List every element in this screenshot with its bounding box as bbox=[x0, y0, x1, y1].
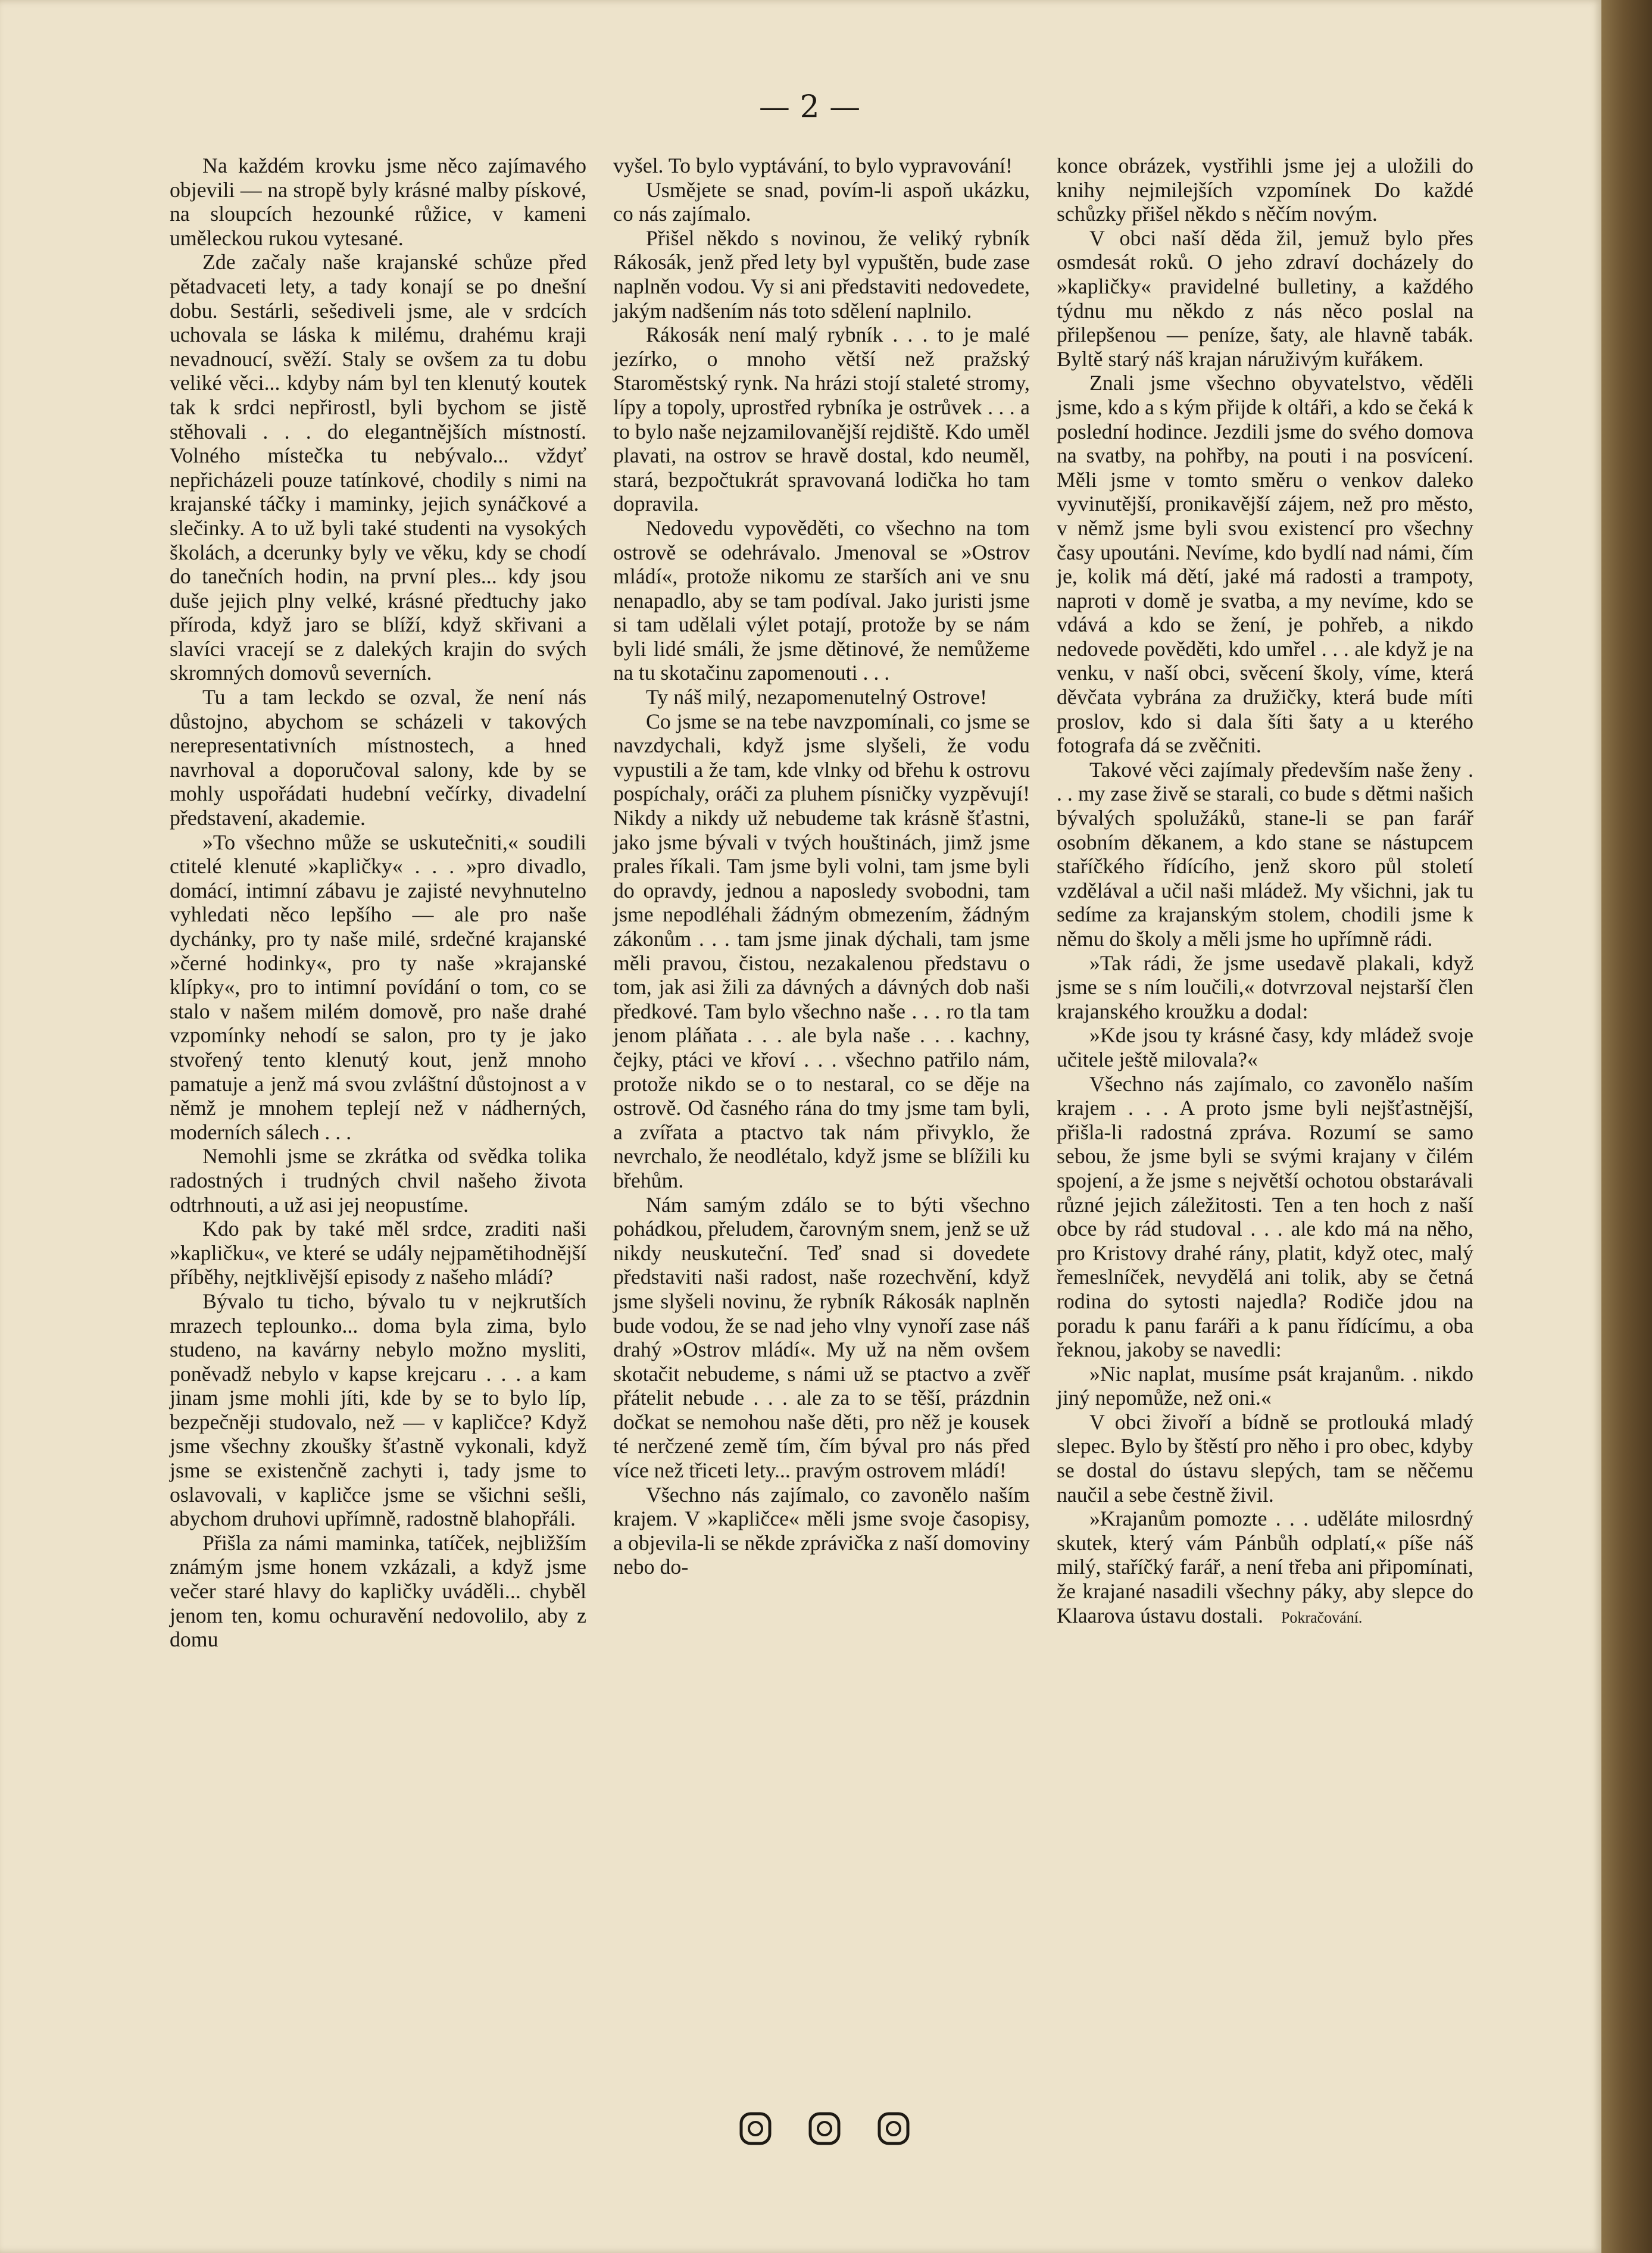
paragraph-text: »Krajanům pomozte . . . uděláte milosrdný skutek, který vám Pánbůh odplatí,« píše náš milý, staříčký farář, a není třeba ani připomínati, že krajané nasadili všechny páky, aby slepce do Klaarova ústavu dostali. bbox=[1057, 1507, 1473, 1627]
paragraph: Nám samým zdálo se to býti všechno pohádkou, přeludem, čarovným snem, jenž se už nikdy neuskuteční. Teď snad si dovedete představiti naši radost, naše rozechvění, když jsme slyšeli novinu, že rybník Rákosák naplněn bude vodou, že se nad jeho vlny vynoří zase náš drahý »Ostrov mládí«. My už na něm ovšem skotačit nebudeme, s námi už se ptactvo a zvěř přátelit nebude . . . ale za to se těší, prázdnin dočkat se nemohou naše děti, pro něž je kousek té nerčzené země tím, čím býval pro nás před více než třiceti lety... pravým ostrovem mládí! bbox=[613, 1192, 1030, 1483]
paragraph: Nemohli jsme se zkrátka od svědka tolika radostných i trudných chvil našeho života odtrhnouti, a už asi jej neopustíme. bbox=[170, 1144, 586, 1217]
paragraph: Tu a tam leckdo se ozval, že není nás důstojno, abychom se scházeli v takových nerepresentativních místnostech, a hned navrhoval a doporučoval salony, kde by se mohly uspořádati hudební večírky, divadelní představení, akademie. bbox=[170, 685, 586, 830]
paragraph: vyšel. To bylo vyptávání, to bylo vypravování! bbox=[613, 154, 1013, 177]
paragraph: Všechno nás zajímalo, co zavonělo naším krajem . . . A proto jsme byli nejšťastnější, přišla-li radostná zpráva. Rozumí se samo sebou, že jsme byli se svými krajany v čilém spojení, a že jsme s největší ochotou obstarávali různé jejich záležitosti. Ten a ten hoch z naší obce by rád studoval . . . ale kdo má na něho, pro Kristovy drahé rány, platit, když otec, malý řemeslníček, nevydělá ani tolik, aby se četná rodina do sytosti najedla? Rodiče jdou na poradu k panu faráři a k panu řídícímu, a oba řeknou, jakoby se navedli: bbox=[1057, 1071, 1473, 1362]
paragraph: Přišla za námi maminka, tatíček, nejbližším známým jsme honem vzkázali, a když jsme večer staré hlavy do kapličky uváděli... chyběl jenom ten, komu ochuravění nedovolilo, aby z domu bbox=[170, 1530, 586, 1652]
column-2 bbox=[613, 154, 1030, 1579]
paragraph: Znali jsme všechno obyvatelstvo, věděli jsme, kdo a s kým přijde k oltáři, a kdo se čeká k poslední hodince. Jezdili jsme do svého domova na svatby, na pohřby, na pouti i na posvícení. Měli jsme v tomto směru o venkov daleko vyvinutější, pronikavější zájem, než pro město, v němž jsme byli svou existencí pro všechny časy upoutáni. Nevíme, kdo bydlí nad námi, čím je, kolik má dětí, jaké má radosti a trampoty, naproti v domě je svatba, a my nevíme, kdo se vdává a kdo se žení, je pohřeb, a nikdo nedovede pověděti, kdo umřel . . . ale když je na venku, v naší obci, svěcení školy, víme, která děvčata vybrána za družičky, která bude míti proslov, kdo si dala šíti šaty a u kterého fotografa dá se zvěčniti. bbox=[1057, 371, 1473, 758]
ornament-mark-icon bbox=[738, 2110, 773, 2147]
paragraph: Kdo pak by také měl srdce, zraditi naši »kapličku«, ve které se udály nejpamětihodnější příběhy, nejtklivější episody z našeho mládí? bbox=[170, 1217, 586, 1289]
paragraph: Ty náš milý, nezapomenutelný Ostrove! bbox=[646, 685, 988, 710]
column-1 bbox=[170, 154, 586, 1652]
paragraph: V obci naší děda žil, jemuž bylo přes osmdesát roků. O jeho zdraví docházely do »kapličky« pravidelné bulletiny, a každého týdnu mu někdo z nás něco poslal na přilepšenou — peníze, šaty, ale hlavně tabák. Byltě starý náš krajan náruživým kuřákem. bbox=[1057, 226, 1473, 371]
paragraph: Usmějete se snad, povím-li aspoň ukázku, co nás zajímalo. bbox=[613, 177, 1030, 226]
paragraph: Zde začaly naše krajanské schůze před pětadvaceti lety, a tady konají se po dnešní dobu. Sestárli, sešediveli jsme, ale v srdcích uchovala se láska k milému, drahému kraji nevadnoucí, svěží. Staly se ovšem za tu dobu veliké věci... kdyby nám byl ten klenutý koutek tak k srdci nepřirostl, byli bychom se jistě stěhovali . . . do elegantnějších místností. Volného místečka tu nebývalo... vždyť nepřicházeli pouze tatínkové, chodily s nimi na krajanské táčky i maminky, jejich synáčkové a slečinky. A to už byli také studenti na vysokých školách, a dcerunky byly ve věku, kdy se chodí do tanečních hodin, na první ples... kdy jsou duše jejich plny velké, krásné předtuchy jako příroda, když jaro se blíží, když skřivani a slavíci vracejí se z dalekých krajin do svých skromných domovů severních. bbox=[170, 250, 586, 685]
paragraph: V obci živoří a bídně se protlouká mladý slepec. Bylo by štěstí pro něho i pro obec, kdyby se dostal do ústavu slepých, tam se něčemu naučil a sebe čestně živil. bbox=[1057, 1410, 1473, 1507]
ornament-mark-icon bbox=[807, 2110, 842, 2147]
paragraph: »Nic naplat, musíme psát krajanům. . nikdo jiný nepomůže, než oni.« bbox=[1057, 1361, 1473, 1410]
paragraph: Bývalo tu ticho, bývalo tu v nejkrutších mrazech teplounko... doma byla zima, bylo studeno, na kavárny nebylo možno mysliti, poněvadž nebylo v kapse krejcaru . . . a kam jinam jsme mohli jíti, kde by se to bylo líp, bezpečněji studovalo, než — v kapličce? Když jsme všechny zkoušky šťastně vykonali, když jsme se existenčně zachyti i, tady jsme to oslavovali, v kapličce jsme se všichni sešli, abychom druhovi upřímně, radostně blahopřáli. bbox=[170, 1289, 586, 1531]
last-paragraph bbox=[1057, 1507, 1473, 1630]
paragraph: konce obrázek, vystřihli jsme jej a uložili do knihy nejmilejších vzpomínek Do každé schůzky přišel někdo s něčím novým. bbox=[1057, 154, 1473, 226]
ornament-mark-icon bbox=[876, 2110, 911, 2147]
paragraph: »Tak rádi, že jsme usedavě plakali, když jsme se s ním loučili,« dotvrzoval nejstarší člen krajanského kroužku a dodal: bbox=[1057, 951, 1473, 1023]
paragraph: Nedovedu vypověděti, co všechno na tom ostrově se odehrávalo. Jmenoval se »Ostrov mládí«, protože nikomu ze starších ani ve snu nenapadlo, aby se tam podíval. Jako juristi jsme si tam udělali výlet potají, protože by se nám byli lidé smáli, že jsme dětinové, že nemůžeme na tu skotačinu zapomenouti . . . bbox=[613, 515, 1030, 685]
paragraph: Na každém krovku jsme něco zajímavého objevili — na stropě byly krásné malby pískové, na sloupcích hezounké růžice, v kameni uměleckou rukou vytesané. bbox=[170, 154, 586, 250]
paragraph: Rákosák není malý rybník . . . to je malé jezírko, o mnoho větší než pražský Staroměstský rynk. Na hrázi stojí staleté stromy, lípy a topoly, uprostřed rybníka je ostrůvek . . . a to bylo naše nejzamilovanější rejdiště. Kdo uměl plavati, na ostrov se hravě dostal, kdo neuměl, stará, bezpočtukrát spravovaná lodička ho tam dopravila. bbox=[613, 323, 1030, 516]
paragraph: Takové věci zajímaly především naše ženy . . . my zase živě se starali, co bude s dětmi našich bývalých spolužáků, stane-li se pan farář osobním děkanem, a kdo stane se nástupcem staříčkého řídícího, jenž skoro půl století vzdělával a učil naši mládež. My všichni, jak tu sedíme za krajanským stolem, chodili jsme k němu do školy a měli jsme ho upřímně rádi. bbox=[1057, 757, 1473, 951]
paragraph: »To všechno může se uskutečniti,« soudili ctitelé klenuté »kapličky« . . . »pro divadlo, domácí, intimní zábavu je zajisté nevyhnutelno vyhledati něco lepšího — ale pro naše dychánky, pro ty naše milé, srdečné krajanské »černé hodinky«, pro ty naše »krajanské klípky«, pro to intimní povídání o tom, co se stalo v našem milém domově, pro naše drahé vzpomínky nehodí se salon, pro ty je jako stvořený tento klenutý kout, jenž mnoho pamatuje a jenž má svou zvláštní důstojnost a v němž je mnohem teplejí než v nádherných, moderních sálech . . . bbox=[170, 830, 586, 1144]
paragraph: Přišel někdo s novinou, že veliký rybník Rákosák, jenž před lety byl vypuštěn, bude zase naplněn vodou. Vy si ani představiti nedovedete, jakým nadšením nás toto sdělení naplnilo. bbox=[613, 226, 1030, 323]
column-3 bbox=[1057, 154, 1473, 1630]
paragraph: »Kde jsou ty krásné časy, kdy mládež svoje učitele ještě milovala?« bbox=[1057, 1023, 1473, 1071]
footer-ornament bbox=[738, 2110, 911, 2152]
paragraph: Co jsme se na tebe navzpomínali, co jsme se navzdychali, když jsme slyšeli, že vodu vypustili a že tam, kde vlnky od břehu k ostrovu pospíchaly, oráči za pluhem písničky vyzpěvují! Nikdy a nikdy už nebudeme tak krásně šťastni, jako jsme bývali v tvých houštinách, jimž jsme prales říkali. Tam jsme byli volni, tam jsme byli do opravdy, jednou a naposledy svobodni, tam jsme nepodléhali žádným obmezením, žádným zákonům . . . tam jsme jinak dýchali, tam jsme měli pravou, čistou, nezakalenou představu o tom, jak asi žili za dávných a dávných dob naši předkové. Tam bylo všechno naše . . . ro tla tam jenom pláňata . . . ale byla naše . . . kachny, čejky, ptáci ve křoví . . . všechno patřilo nám, protože nikdo se o to nestaral, co se děje na ostrově. Od časného rána do tmy jsme tam byli, a zvířata a ptactvo tak nám přivyklo, že nevrchalo, že neodlétalo, když jsme se blížili ku břehům. bbox=[613, 709, 1030, 1192]
page-number: — 2 — bbox=[758, 89, 861, 125]
continuation-note: Pokračování. bbox=[1281, 1608, 1363, 1626]
paragraph: Všechno nás zajímalo, co zavonělo naším krajem. V »kapličce« měli jsme svoje časopisy, a objevila-li se někde zprávička z naší domoviny nebo do- bbox=[613, 1482, 1030, 1579]
page-edge bbox=[1601, 0, 1652, 2253]
